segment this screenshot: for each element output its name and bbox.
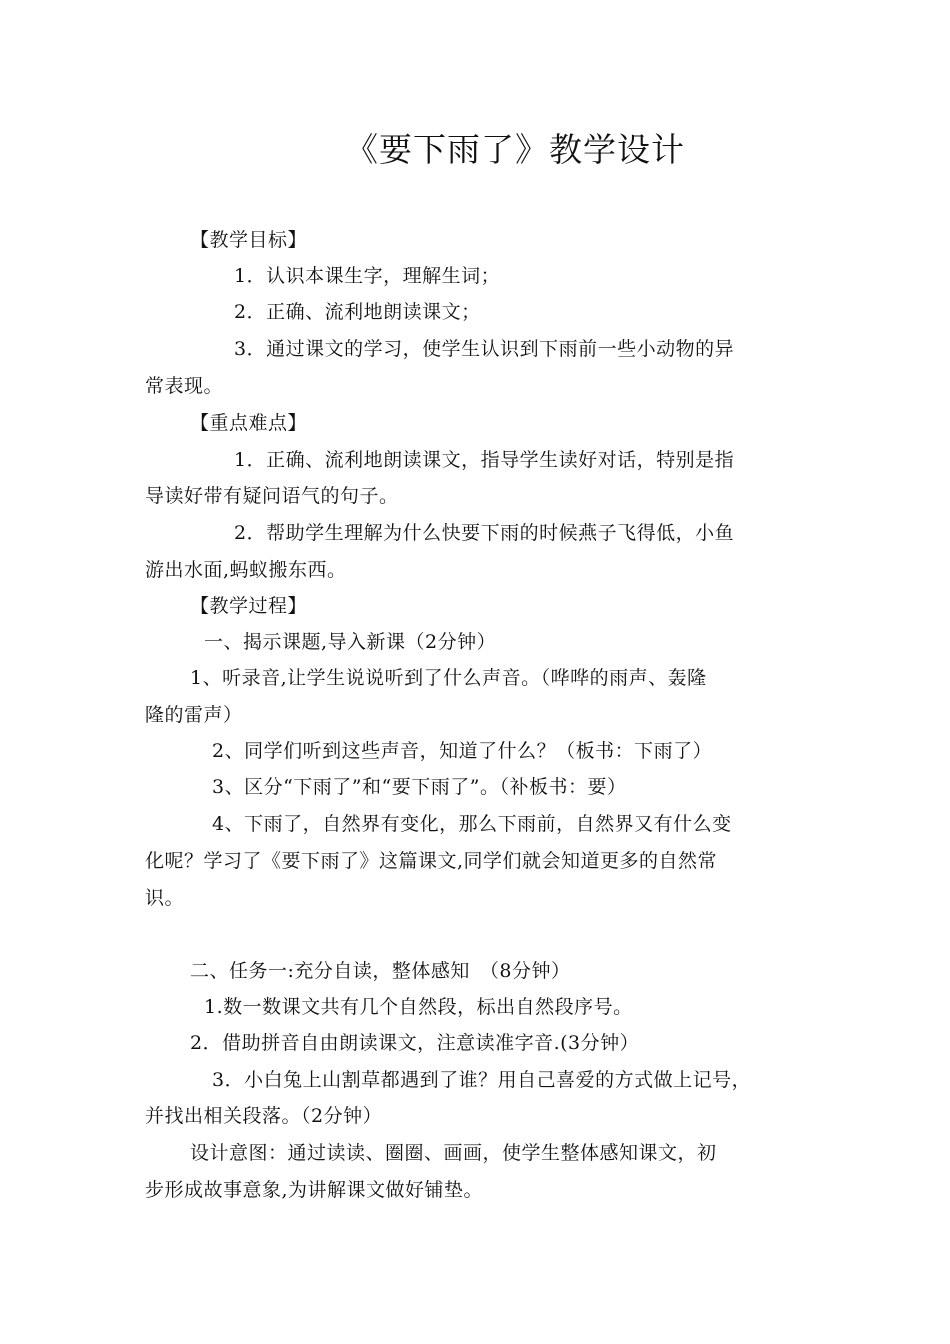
paragraph-line: 并找出相关段落。（2分钟）: [145, 1105, 383, 1127]
heading-teaching-goals: 【教学目标】: [190, 229, 308, 251]
paragraph-line: 4、下雨了，自然界有变化，那么下雨前，自然界又有什么变: [212, 813, 732, 835]
heading-teaching-process: 【教学过程】: [190, 595, 308, 617]
design-intent-line: 设计意图：通过读读、圈圈、画画，使学生整体感知课文，初: [190, 1142, 717, 1164]
document-title: 《要下雨了》教学设计: [345, 130, 685, 169]
paragraph-line: 3．通过课文的学习，使学生认识到下雨前一些小动物的异: [234, 338, 735, 360]
paragraph-line: 2．正确、流利地朗读课文；: [234, 301, 481, 323]
paragraph-line: 1．认识本课生字，理解生词；: [234, 265, 501, 287]
paragraph-line: 常表现。: [145, 375, 224, 397]
section-heading: 一、揭示课题,导入新课（2分钟）: [204, 631, 497, 653]
paragraph-line: 3．小白兔上山割草都遇到了谁？用自己喜爱的方式做上记号，: [212, 1069, 752, 1091]
paragraph-line: 1、听录音,让学生说说听到了什么声音。（哗哗的雨声、轰隆: [190, 667, 707, 689]
paragraph-line: 2．借助拼音自由朗读课文，注意读准字音.(3分钟）: [190, 1032, 640, 1054]
paragraph-line: 2、同学们听到这些声音，知道了什么？（板书：下雨了）: [212, 740, 713, 762]
paragraph-line: 3、区分“下雨了”和“要下雨了”。（补板书：要）: [212, 776, 627, 798]
heading-key-points: 【重点难点】: [190, 412, 308, 434]
paragraph-line: 化呢？学习了《要下雨了》这篇课文,同学们就会知道更多的自然常: [145, 850, 718, 872]
paragraph-line: 识。: [145, 887, 185, 909]
paragraph-line: 游出水面,蚂蚁搬东西。: [145, 559, 347, 581]
paragraph-line: 1．正确、流利地朗读课文，指导学生读好对话，特别是指: [234, 449, 735, 471]
paragraph-line: 1.数一数课文共有几个自然段，标出自然段序号。: [204, 996, 633, 1018]
paragraph-line: 导读好带有疑问语气的句子。: [145, 485, 399, 507]
paragraph-line: 隆的雷声）: [145, 704, 243, 726]
design-intent-line: 步形成故事意象,为讲解课文做好铺垫。: [145, 1179, 484, 1201]
section-heading: 二、任务一:充分自读，整体感知 （8分钟）: [190, 960, 571, 982]
paragraph-line: 2．帮助学生理解为什么快要下雨的时候燕子飞得低，小鱼: [234, 522, 735, 544]
